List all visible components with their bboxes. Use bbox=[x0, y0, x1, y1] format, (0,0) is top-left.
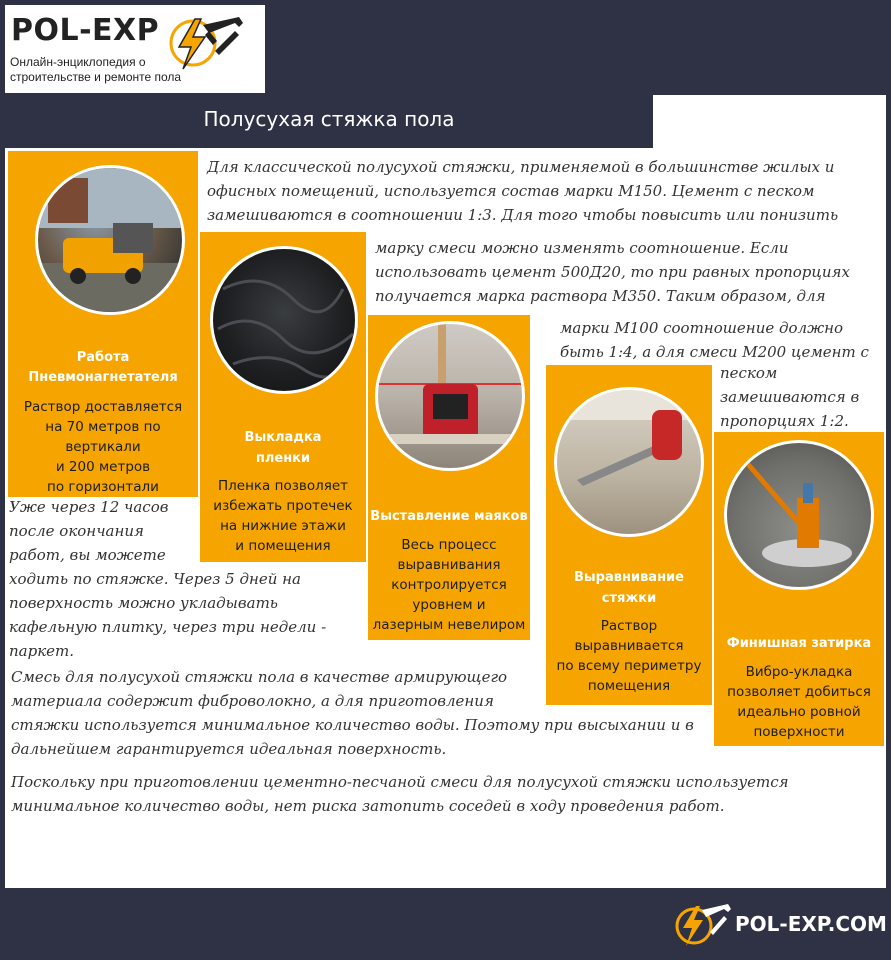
pump-machine-icon bbox=[38, 168, 182, 312]
card-description bbox=[550, 616, 708, 696]
card-title: Выставление маяков bbox=[370, 509, 528, 524]
desc-line: избежать протечек bbox=[213, 498, 353, 514]
intro-line: получается марка раствора М350. Таким образом, для bbox=[375, 287, 826, 305]
intro-line: использовать цемент 500Д20, то при равных пропорциях bbox=[375, 263, 850, 281]
card-description bbox=[12, 397, 194, 497]
desc-line: помещения bbox=[587, 678, 671, 694]
tagline-line: строительстве и ремонте пола bbox=[10, 70, 182, 84]
film-texture-icon bbox=[213, 249, 355, 391]
desc-line: выравнивается bbox=[574, 638, 684, 654]
tools-lightning-logo-icon bbox=[672, 900, 734, 948]
desc-line: позволяет добиться bbox=[727, 684, 871, 700]
intro-line: Для классической полусухой стяжки, применяемой в большинстве жилых и bbox=[207, 158, 835, 176]
laser-level-photo bbox=[375, 321, 525, 471]
desc-line: Пленка позволяет bbox=[217, 478, 349, 494]
intro-line: песком bbox=[720, 364, 778, 382]
desc-line: Раствор доставляется bbox=[23, 399, 183, 415]
card-film-laying bbox=[200, 232, 366, 562]
left-text-line: Уже через 12 часов bbox=[9, 498, 169, 516]
paragraph-line: стяжки используется минимальное количество воды. Поэтому при высыхании и в bbox=[11, 716, 694, 734]
tagline-line: Онлайн-энциклопедия о bbox=[10, 55, 146, 69]
left-text-line: ходить по стяжке. Через 5 дней на bbox=[9, 570, 301, 588]
pump-photo bbox=[35, 165, 185, 315]
desc-line: на нижние этажи bbox=[220, 518, 346, 534]
page-title: Полусухая стяжка пола bbox=[203, 107, 455, 131]
desc-line: контролируется bbox=[391, 577, 507, 593]
left-text-line: паркет. bbox=[9, 642, 75, 660]
paragraph-line: Поскольку при приготовлении цементно-песчаной смеси для полусухой стяжки используется bbox=[11, 773, 789, 791]
laser-level-icon bbox=[378, 324, 522, 468]
desc-line: по всему периметру bbox=[556, 658, 702, 674]
desc-line: лазерным невелиром bbox=[372, 617, 526, 633]
desc-line: Весь процесс bbox=[401, 537, 497, 553]
intro-line: замешиваются в bbox=[720, 388, 860, 406]
card-description bbox=[204, 476, 362, 556]
trowel-photo bbox=[724, 440, 874, 590]
paragraph-line: материала содержит фиброволокно, а для приготовления bbox=[11, 692, 494, 710]
desc-line: Вибро-укладка bbox=[745, 664, 853, 680]
desc-line: Раствор bbox=[600, 618, 658, 634]
leveling-icon bbox=[557, 390, 701, 534]
card-title: стяжки bbox=[601, 591, 657, 606]
intro-line: пропорциях 1:2. bbox=[720, 412, 849, 430]
card-title: Выкладка bbox=[244, 430, 322, 445]
left-text-line: поверхность можно укладывать bbox=[9, 594, 278, 612]
card-description bbox=[718, 662, 880, 742]
paragraph-line: дальнейшем гарантируется идеальная поверхность. bbox=[11, 740, 447, 758]
header bbox=[5, 5, 265, 93]
intro-line: офисных помещений, используется состав марки М150. Цемент с песком bbox=[207, 182, 815, 200]
card-pneumatic-pump bbox=[8, 151, 198, 497]
card-finishing bbox=[714, 432, 884, 746]
left-text-line: работ, вы можете bbox=[9, 546, 166, 564]
card-beacons bbox=[368, 315, 530, 640]
card-description bbox=[372, 535, 526, 635]
card-title: Работа bbox=[76, 350, 130, 365]
desc-line: и помещения bbox=[235, 538, 331, 554]
tagline bbox=[10, 55, 230, 85]
desc-line: идеально ровной bbox=[737, 704, 861, 720]
card-leveling bbox=[546, 365, 712, 705]
card-title: Выравнивание bbox=[574, 570, 684, 585]
title-bar bbox=[5, 95, 653, 148]
intro-line: марку смеси можно изменять соотношение. Если bbox=[375, 239, 789, 257]
intro-line: замешиваются в соотношении 1:3. Для того чтобы повысить или понизить bbox=[207, 206, 839, 224]
desc-line: выравнивания bbox=[397, 557, 501, 573]
footer-brand[interactable]: POL-EXP.COM bbox=[735, 912, 887, 936]
left-text-line: после окончания bbox=[9, 522, 144, 540]
desc-line: уровнем и bbox=[412, 597, 486, 613]
film-photo bbox=[210, 246, 358, 394]
power-trowel-icon bbox=[727, 443, 871, 587]
desc-line: и 200 метров bbox=[55, 459, 151, 475]
card-title: пленки bbox=[255, 451, 311, 466]
desc-line: по горизонтали bbox=[47, 479, 159, 495]
desc-line: вертикали bbox=[65, 439, 141, 455]
leveling-photo bbox=[554, 387, 704, 537]
paragraph-line: Смесь для полусухой стяжки пола в качестве армирующего bbox=[11, 668, 508, 686]
intro-line: марки М100 соотношение должно bbox=[560, 319, 844, 337]
left-text-line: кафельную плитку, через три недели - bbox=[9, 618, 327, 636]
desc-line: на 70 метров по bbox=[45, 419, 161, 435]
card-title: Финишная затирка bbox=[726, 636, 872, 651]
paragraph-line: минимальное количество воды, нет риска затопить соседей в ходу проведения работ. bbox=[11, 797, 725, 815]
desc-line: поверхности bbox=[753, 724, 845, 740]
card-title: Пневмонагнетателя bbox=[28, 370, 178, 385]
intro-line: быть 1:4, а для смеси М200 цемент с bbox=[560, 343, 869, 361]
brand-name[interactable]: POL-EXP bbox=[11, 13, 160, 48]
